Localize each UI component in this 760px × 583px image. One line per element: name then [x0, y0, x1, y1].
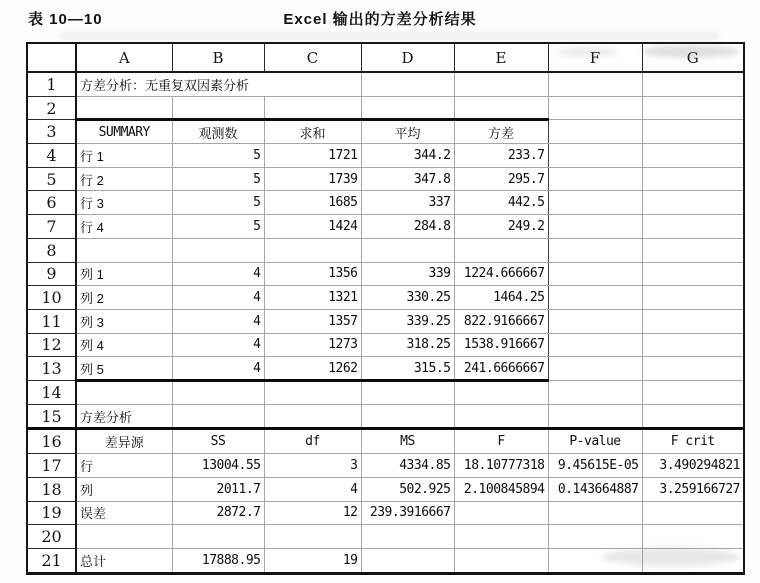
spreadsheet-row-2 — [27, 96, 744, 120]
cell-B8 — [172, 238, 264, 262]
cell-C4: 1721 — [264, 144, 361, 168]
cell-D11: 339.25 — [361, 309, 454, 333]
cell-G8 — [642, 238, 744, 262]
cell-C19: 12 — [264, 501, 361, 525]
spreadsheet-row-6 — [27, 191, 744, 215]
cell-D15 — [361, 404, 454, 429]
row-header-5: 5 — [27, 167, 76, 191]
row-header-7: 7 — [27, 215, 76, 239]
cell-C12: 1273 — [264, 333, 361, 357]
cell-F16: P-value — [548, 429, 642, 454]
cell-E10: 1464.25 — [454, 286, 548, 310]
row-header-13: 13 — [27, 357, 76, 381]
cell-D17: 4334.85 — [361, 454, 454, 478]
cell-E4: 233.7 — [454, 144, 548, 168]
column-header-D: D — [361, 43, 454, 72]
cell-D20 — [361, 525, 454, 549]
cell-D1 — [361, 72, 454, 96]
cell-C6: 1685 — [264, 191, 361, 215]
cell-E12: 1538.916667 — [454, 333, 548, 357]
cell-C9: 1356 — [264, 262, 361, 286]
cell-D12: 318.25 — [361, 333, 454, 357]
cell-F14 — [548, 380, 642, 404]
cell-B5: 5 — [172, 167, 264, 191]
cell-C11: 1357 — [264, 309, 361, 333]
cell-B17: 13004.55 — [172, 454, 264, 478]
cell-B10: 4 — [172, 286, 264, 310]
cell-A8 — [76, 238, 172, 262]
cell-F11 — [548, 309, 642, 333]
cell-G11 — [642, 309, 744, 333]
row-header-1: 1 — [27, 72, 76, 96]
cell-E14 — [454, 380, 548, 404]
column-letters-row — [27, 43, 744, 72]
cell-D5: 347.8 — [361, 167, 454, 191]
cell-F19 — [548, 501, 642, 525]
row-header-2: 2 — [27, 96, 76, 120]
row-header-17: 17 — [27, 454, 76, 478]
cell-A13: 列 5 — [76, 357, 172, 381]
row-header-14: 14 — [27, 380, 76, 404]
scan-smudge — [60, 33, 720, 39]
cell-F2 — [548, 96, 642, 120]
cell-G3 — [642, 120, 744, 144]
cell-E16: F — [454, 429, 548, 454]
cell-A9: 列 1 — [76, 262, 172, 286]
cell-C14 — [264, 380, 361, 404]
cell-B13: 4 — [172, 357, 264, 381]
spreadsheet-row-1 — [27, 72, 744, 96]
spreadsheet-row-5 — [27, 167, 744, 191]
spreadsheet-table — [26, 42, 745, 575]
row-header-6: 6 — [27, 191, 76, 215]
spreadsheet-row-21 — [27, 548, 744, 573]
cell-F4 — [548, 144, 642, 168]
cell-B6: 5 — [172, 191, 264, 215]
cell-C10: 1321 — [264, 286, 361, 310]
cell-C13: 1262 — [264, 357, 361, 381]
cell-E13: 241.6666667 — [454, 357, 548, 381]
cell-G13 — [642, 357, 744, 381]
cell-A1: 方差分析：无重复双因素分析 — [76, 72, 361, 96]
spreadsheet-row-11 — [27, 309, 744, 333]
cell-E8 — [454, 238, 548, 262]
column-header-F: F — [548, 43, 642, 72]
row-header-12: 12 — [27, 333, 76, 357]
cell-C18: 4 — [264, 477, 361, 501]
spreadsheet-row-17 — [27, 454, 744, 478]
cell-A6: 行 3 — [76, 191, 172, 215]
cell-F1 — [548, 72, 642, 96]
cell-B21: 17888.95 — [172, 548, 264, 573]
cell-D14 — [361, 380, 454, 404]
cell-B15 — [172, 404, 264, 429]
cell-G14 — [642, 380, 744, 404]
cell-D10: 330.25 — [361, 286, 454, 310]
column-header-C: C — [264, 43, 361, 72]
cell-E15 — [454, 404, 548, 429]
row-header-9: 9 — [27, 262, 76, 286]
cell-G4 — [642, 144, 744, 168]
cell-B16: SS — [172, 429, 264, 454]
cell-B7: 5 — [172, 215, 264, 239]
spreadsheet-row-20 — [27, 525, 744, 549]
cell-B14 — [172, 380, 264, 404]
cell-A2 — [76, 96, 172, 120]
row-header-18: 18 — [27, 477, 76, 501]
cell-A15: 方差分析 — [76, 404, 172, 429]
cell-D8 — [361, 238, 454, 262]
spreadsheet-row-10 — [27, 286, 744, 310]
cell-A18: 列 — [76, 477, 172, 501]
row-header-8: 8 — [27, 238, 76, 262]
row-header-19: 19 — [27, 501, 76, 525]
spreadsheet-row-12 — [27, 333, 744, 357]
cell-B19: 2872.7 — [172, 501, 264, 525]
row-header-10: 10 — [27, 286, 76, 310]
cell-C2 — [264, 96, 361, 120]
cell-A17: 行 — [76, 454, 172, 478]
spreadsheet-row-16 — [27, 429, 744, 454]
cell-G1 — [642, 72, 744, 96]
cell-A10: 列 2 — [76, 286, 172, 310]
cell-F15 — [548, 404, 642, 429]
cell-F18: 0.143664887 — [548, 477, 642, 501]
cell-A16: 差异源 — [76, 429, 172, 454]
cell-D2 — [361, 96, 454, 120]
spreadsheet-row-14 — [27, 380, 744, 404]
cell-C8 — [264, 238, 361, 262]
cell-A5: 行 2 — [76, 167, 172, 191]
cell-E21 — [454, 548, 548, 573]
cell-G16: F crit — [642, 429, 744, 454]
cell-C15 — [264, 404, 361, 429]
table-caption-label: 表 10—10 — [28, 11, 103, 28]
column-header-A: A — [76, 43, 172, 72]
cell-C20 — [264, 525, 361, 549]
cell-F20 — [548, 525, 642, 549]
cell-G17: 3.490294821 — [642, 454, 744, 478]
spreadsheet-row-7 — [27, 215, 744, 239]
row-header-11: 11 — [27, 309, 76, 333]
cell-B12: 4 — [172, 333, 264, 357]
cell-E5: 295.7 — [454, 167, 548, 191]
column-header-B: B — [172, 43, 264, 72]
cell-E3: 方差 — [454, 120, 548, 144]
cell-F5 — [548, 167, 642, 191]
cell-B18: 2011.7 — [172, 477, 264, 501]
corner-cell — [27, 43, 76, 72]
cell-F13 — [548, 357, 642, 381]
cell-F10 — [548, 286, 642, 310]
cell-G6 — [642, 191, 744, 215]
cell-E1 — [454, 72, 548, 96]
spreadsheet-row-18 — [27, 477, 744, 501]
spreadsheet-row-19 — [27, 501, 744, 525]
cell-A12: 列 4 — [76, 333, 172, 357]
cell-A20 — [76, 525, 172, 549]
cell-A11: 列 3 — [76, 309, 172, 333]
cell-D21 — [361, 548, 454, 573]
cell-B2 — [172, 96, 264, 120]
cell-G7 — [642, 215, 744, 239]
column-header-G: G — [642, 43, 744, 72]
cell-D19: 239.3916667 — [361, 501, 454, 525]
cell-F3 — [548, 120, 642, 144]
spreadsheet-row-9 — [27, 262, 744, 286]
cell-E17: 18.10777318 — [454, 454, 548, 478]
cell-B20 — [172, 525, 264, 549]
cell-F12 — [548, 333, 642, 357]
cell-B3: 观测数 — [172, 120, 264, 144]
cell-C17: 3 — [264, 454, 361, 478]
cell-A4: 行 1 — [76, 144, 172, 168]
cell-G20 — [642, 525, 744, 549]
row-header-21: 21 — [27, 548, 76, 573]
cell-E11: 822.9166667 — [454, 309, 548, 333]
cell-G18: 3.259166727 — [642, 477, 744, 501]
cell-D16: MS — [361, 429, 454, 454]
cell-G5 — [642, 167, 744, 191]
cell-C16: df — [264, 429, 361, 454]
cell-E6: 442.5 — [454, 191, 548, 215]
row-header-16: 16 — [27, 429, 76, 454]
cell-E7: 249.2 — [454, 215, 548, 239]
row-header-15: 15 — [27, 404, 76, 429]
cell-F9 — [548, 262, 642, 286]
cell-B9: 4 — [172, 262, 264, 286]
cell-F21 — [548, 548, 642, 573]
cell-A14 — [76, 380, 172, 404]
cell-D6: 337 — [361, 191, 454, 215]
cell-F7 — [548, 215, 642, 239]
row-header-20: 20 — [27, 525, 76, 549]
cell-C5: 1739 — [264, 167, 361, 191]
column-header-E: E — [454, 43, 548, 72]
cell-A19: 误差 — [76, 501, 172, 525]
cell-G12 — [642, 333, 744, 357]
spreadsheet-row-3 — [27, 120, 744, 144]
cell-G19 — [642, 501, 744, 525]
spreadsheet-row-13 — [27, 357, 744, 381]
row-header-4: 4 — [27, 144, 76, 168]
spreadsheet-row-8 — [27, 238, 744, 262]
cell-G10 — [642, 286, 744, 310]
cell-D13: 315.5 — [361, 357, 454, 381]
cell-E18: 2.100845894 — [454, 477, 548, 501]
page-title: Excel 输出的方差分析结果 — [283, 11, 477, 28]
cell-D7: 284.8 — [361, 215, 454, 239]
cell-A7: 行 4 — [76, 215, 172, 239]
cell-C21: 19 — [264, 548, 361, 573]
cell-G15 — [642, 404, 744, 429]
row-header-3: 3 — [27, 120, 76, 144]
cell-E2 — [454, 96, 548, 120]
cell-D18: 502.925 — [361, 477, 454, 501]
spreadsheet-row-15 — [27, 404, 744, 429]
cell-D3: 平均 — [361, 120, 454, 144]
cell-B11: 4 — [172, 309, 264, 333]
cell-F17: 9.45615E-05 — [548, 454, 642, 478]
cell-G9 — [642, 262, 744, 286]
cell-E19 — [454, 501, 548, 525]
cell-A3: SUMMARY — [76, 120, 172, 144]
cell-C7: 1424 — [264, 215, 361, 239]
cell-F8 — [548, 238, 642, 262]
cell-B4: 5 — [172, 144, 264, 168]
spreadsheet-row-4 — [27, 144, 744, 168]
cell-D9: 339 — [361, 262, 454, 286]
cell-A21: 总计 — [76, 548, 172, 573]
cell-G2 — [642, 96, 744, 120]
cell-G21 — [642, 548, 744, 573]
cell-E9: 1224.666667 — [454, 262, 548, 286]
cell-F6 — [548, 191, 642, 215]
cell-C3: 求和 — [264, 120, 361, 144]
cell-E20 — [454, 525, 548, 549]
cell-D4: 344.2 — [361, 144, 454, 168]
